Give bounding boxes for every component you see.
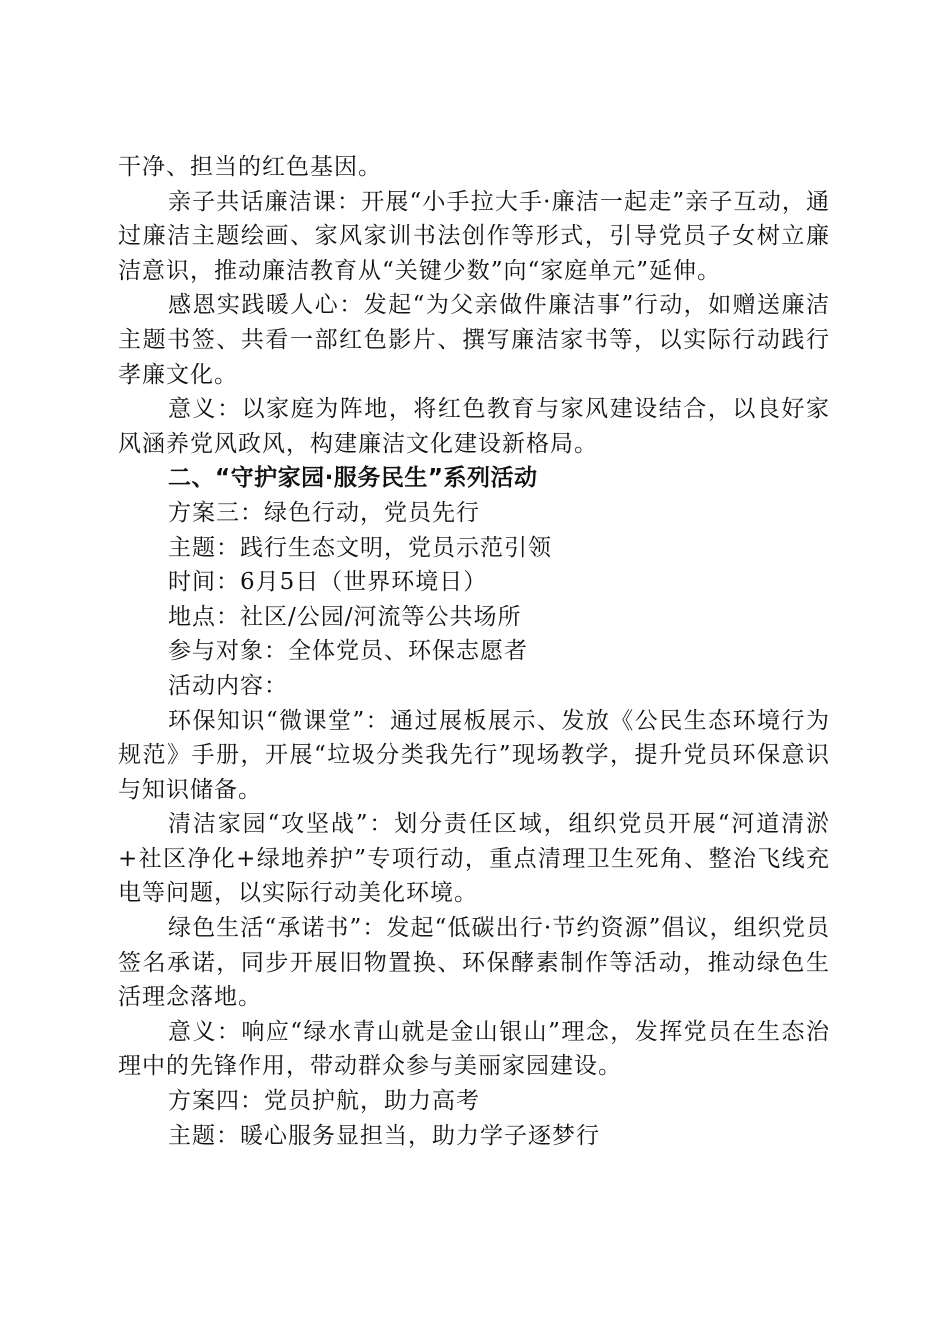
plan-three-theme: 主题：践行生态文明，党员示范引领	[168, 534, 552, 561]
paragraph-gratitude-practice: 感恩实践暖人心：发起“为父亲做件廉洁事”行动，如赠送廉洁主题书签、共看一部红色影片、撰写廉洁家书等，以实际行动践行孝廉文化。	[118, 292, 830, 388]
paragraph-significance-3: 意义：响应“绿水青山就是金山银山”理念，发挥党员在生态治理中的先锋作用，带动群众参与美丽家园建设。	[118, 1018, 830, 1080]
document-page	[118, 150, 830, 1153]
paragraph-green-pledge: 绿色生活“承诺书”：发起“低碳出行·节约资源”倡议，组织党员签名承诺，同步开展旧物置换、环保酵素制作等活动，推动绿色生活理念落地。	[118, 915, 830, 1011]
plan-four-title: 方案四：党员护航，助力高考	[168, 1088, 480, 1115]
plan-three-time: 时间：6月5日（世界环境日）	[168, 569, 488, 596]
plan-three-participants: 参与对象：全体党员、环保志愿者	[168, 638, 528, 665]
paragraph-continuation: 干净、担当的红色基因。	[118, 154, 382, 180]
plan-three-title: 方案三：绿色行动，党员先行	[168, 499, 480, 526]
section-heading-2: 二、“守护家园·服务民生”系列活动	[168, 465, 538, 492]
plan-three-location: 地点：社区/公园/河流等公共场所	[168, 603, 522, 630]
plan-four-theme: 主题：暖心服务显担当，助力学子逐梦行	[168, 1122, 600, 1149]
paragraph-clean-home: 清洁家园“攻坚战”：划分责任区域，组织党员开展“河道清淤+社区净化+绿地养护”专项行动，重点清理卫生死角、整治飞线充电等问题，以实际行动美化环境。	[118, 811, 830, 907]
paragraph-eco-micro-class: 环保知识“微课堂”：通过展板展示、发放《公民生态环境行为规范》手册，开展“垃圾分类我先行”现场教学，提升党员环保意识与知识储备。	[118, 707, 830, 803]
plan-three-content-label: 活动内容：	[168, 672, 288, 699]
paragraph-parent-child-class: 亲子共话廉洁课：开展“小手拉大手·廉洁一起走”亲子互动，通过廉洁主题绘画、家风家训书法创作等形式，引导党员子女树立廉洁意识，推动廉洁教育从“关键少数”向“家庭单元”延伸。	[118, 188, 830, 284]
paragraph-significance-1: 意义：以家庭为阵地，将红色教育与家风建设结合，以良好家风涵养党风政风，构建廉洁文化建设新格局。	[118, 396, 830, 457]
